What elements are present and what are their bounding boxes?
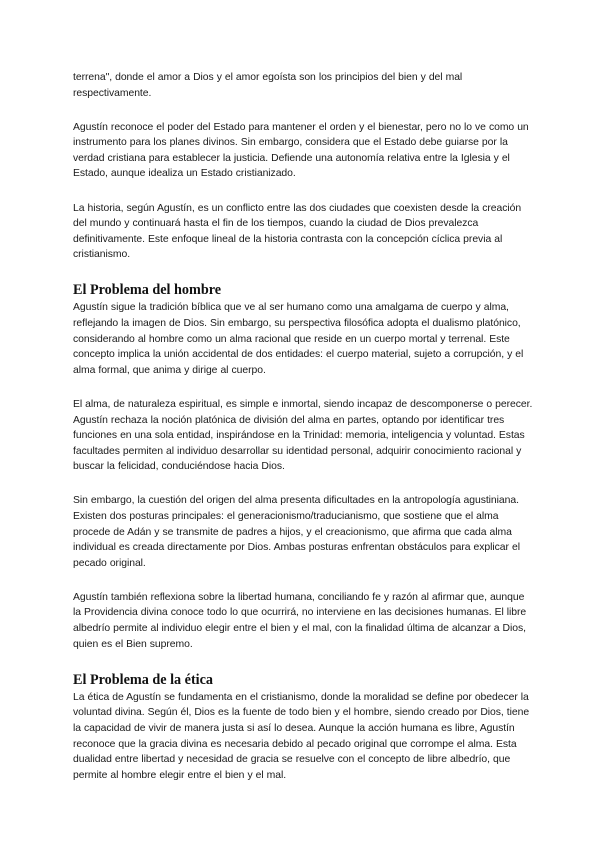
intro-paragraph-1: terrena", donde el amor a Dios y el amor egoísta son los principios del bien y del mal respectivamente. xyxy=(73,72,463,99)
section-paragraph: Sin embargo, la cuestión del origen del alma presenta dificultades en la antropología agustiniana. Existen dos posturas principales: el generacionismo/traducianismo, que sostiene que el alma procede de Adán y se transmite de padres a hijos, y el creacionismo, que afirma que cada alma individual es creada directamente por Dios. Ambas posturas enfrentan obstáculos para explicar el pecado original. xyxy=(73,495,520,569)
section-paragraph: Agustín también reflexiona sobre la libertad humana, conciliando fe y razón al afirmar que, aunque la Providencia divina conoce todo lo que ocurrirá, no interviene en las decisiones humanas. El libre albedrío permite al individuo elegir entre el bien y el mal, con la finalidad última de alcanzar a Dios, quien es el Bien supremo. xyxy=(73,591,527,650)
section-heading: El Problema del hombre xyxy=(73,282,222,299)
section-problema-hombre xyxy=(73,281,533,652)
section-paragraph: El alma, de naturaleza espiritual, es simple e inmortal, siendo incapaz de descomponerse o perecer. Agustín rechaza la noción platónica de división del alma en partes, optando por identificar tres funciones en una sola entidad, inspirándose en la Trinidad: memoria, inteligencia y voluntad. Estas facultades permiten al individuo desarrollar su identidad personal, adquirir conocimiento racional y buscar la felicidad, conduciéndose hacia Dios. xyxy=(73,398,533,473)
section-problema-etica xyxy=(73,671,533,784)
intro-paragraph-3: La historia, según Agustín, es un conflicto entre las dos ciudades que coexisten desde la creación del mundo y continuará hasta el fin de los tiempos, cuando la ciudad de Dios prevalezca definitivamente. Este enfoque lineal de la historia contrasta con la concepción cíclica previa al cristianismo. xyxy=(73,202,522,261)
intro-paragraph-2: Agustín reconoce el poder del Estado para mantener el orden y el bienestar, pero no lo ve como un instrumento para los planes divinos. Sin embargo, considera que el Estado debe guiarse por la verdad cristiana para establecer la justicia. Defiende una autonomía relativa entre la Iglesia y el Estado, aunque idealiza un Estado cristianizado. xyxy=(73,121,529,180)
section-paragraph: Agustín sigue la tradición bíblica que ve al ser humano como una amalgama de cuerpo y alma, reflejando la imagen de Dios. Sin embargo, su perspectiva filosófica adopta el dualismo platónico, considerando al hombre como un alma racional que reside en un cuerpo mortal y terrenal. Este concepto implica la unión accidental de dos entidades: el cuerpo material, sujeto a corrupción, y el alma formal, que anima y dirige al cuerpo. xyxy=(73,302,524,376)
section-paragraph: La ética de Agustín se fundamenta en el cristianismo, donde la moralidad se define por obedecer la voluntad divina. Según él, Dios es la fuente de todo bien y el hombre, siendo creado por Dios, tiene la capacidad de vivir de manera justa si así lo desea. Aunque la acción humana es libre, Agustín reconoce que la gracia divina es necesaria debido al pecado original que corrompe el alma. Esta dualidad entre libertad y necesidad de gracia se resuelve con el concepto de libre albedrío, que permite al hombre elegir entre el bien y el mal. xyxy=(73,691,530,781)
section-heading: El Problema de la ética xyxy=(73,671,214,688)
document-page xyxy=(73,70,533,802)
